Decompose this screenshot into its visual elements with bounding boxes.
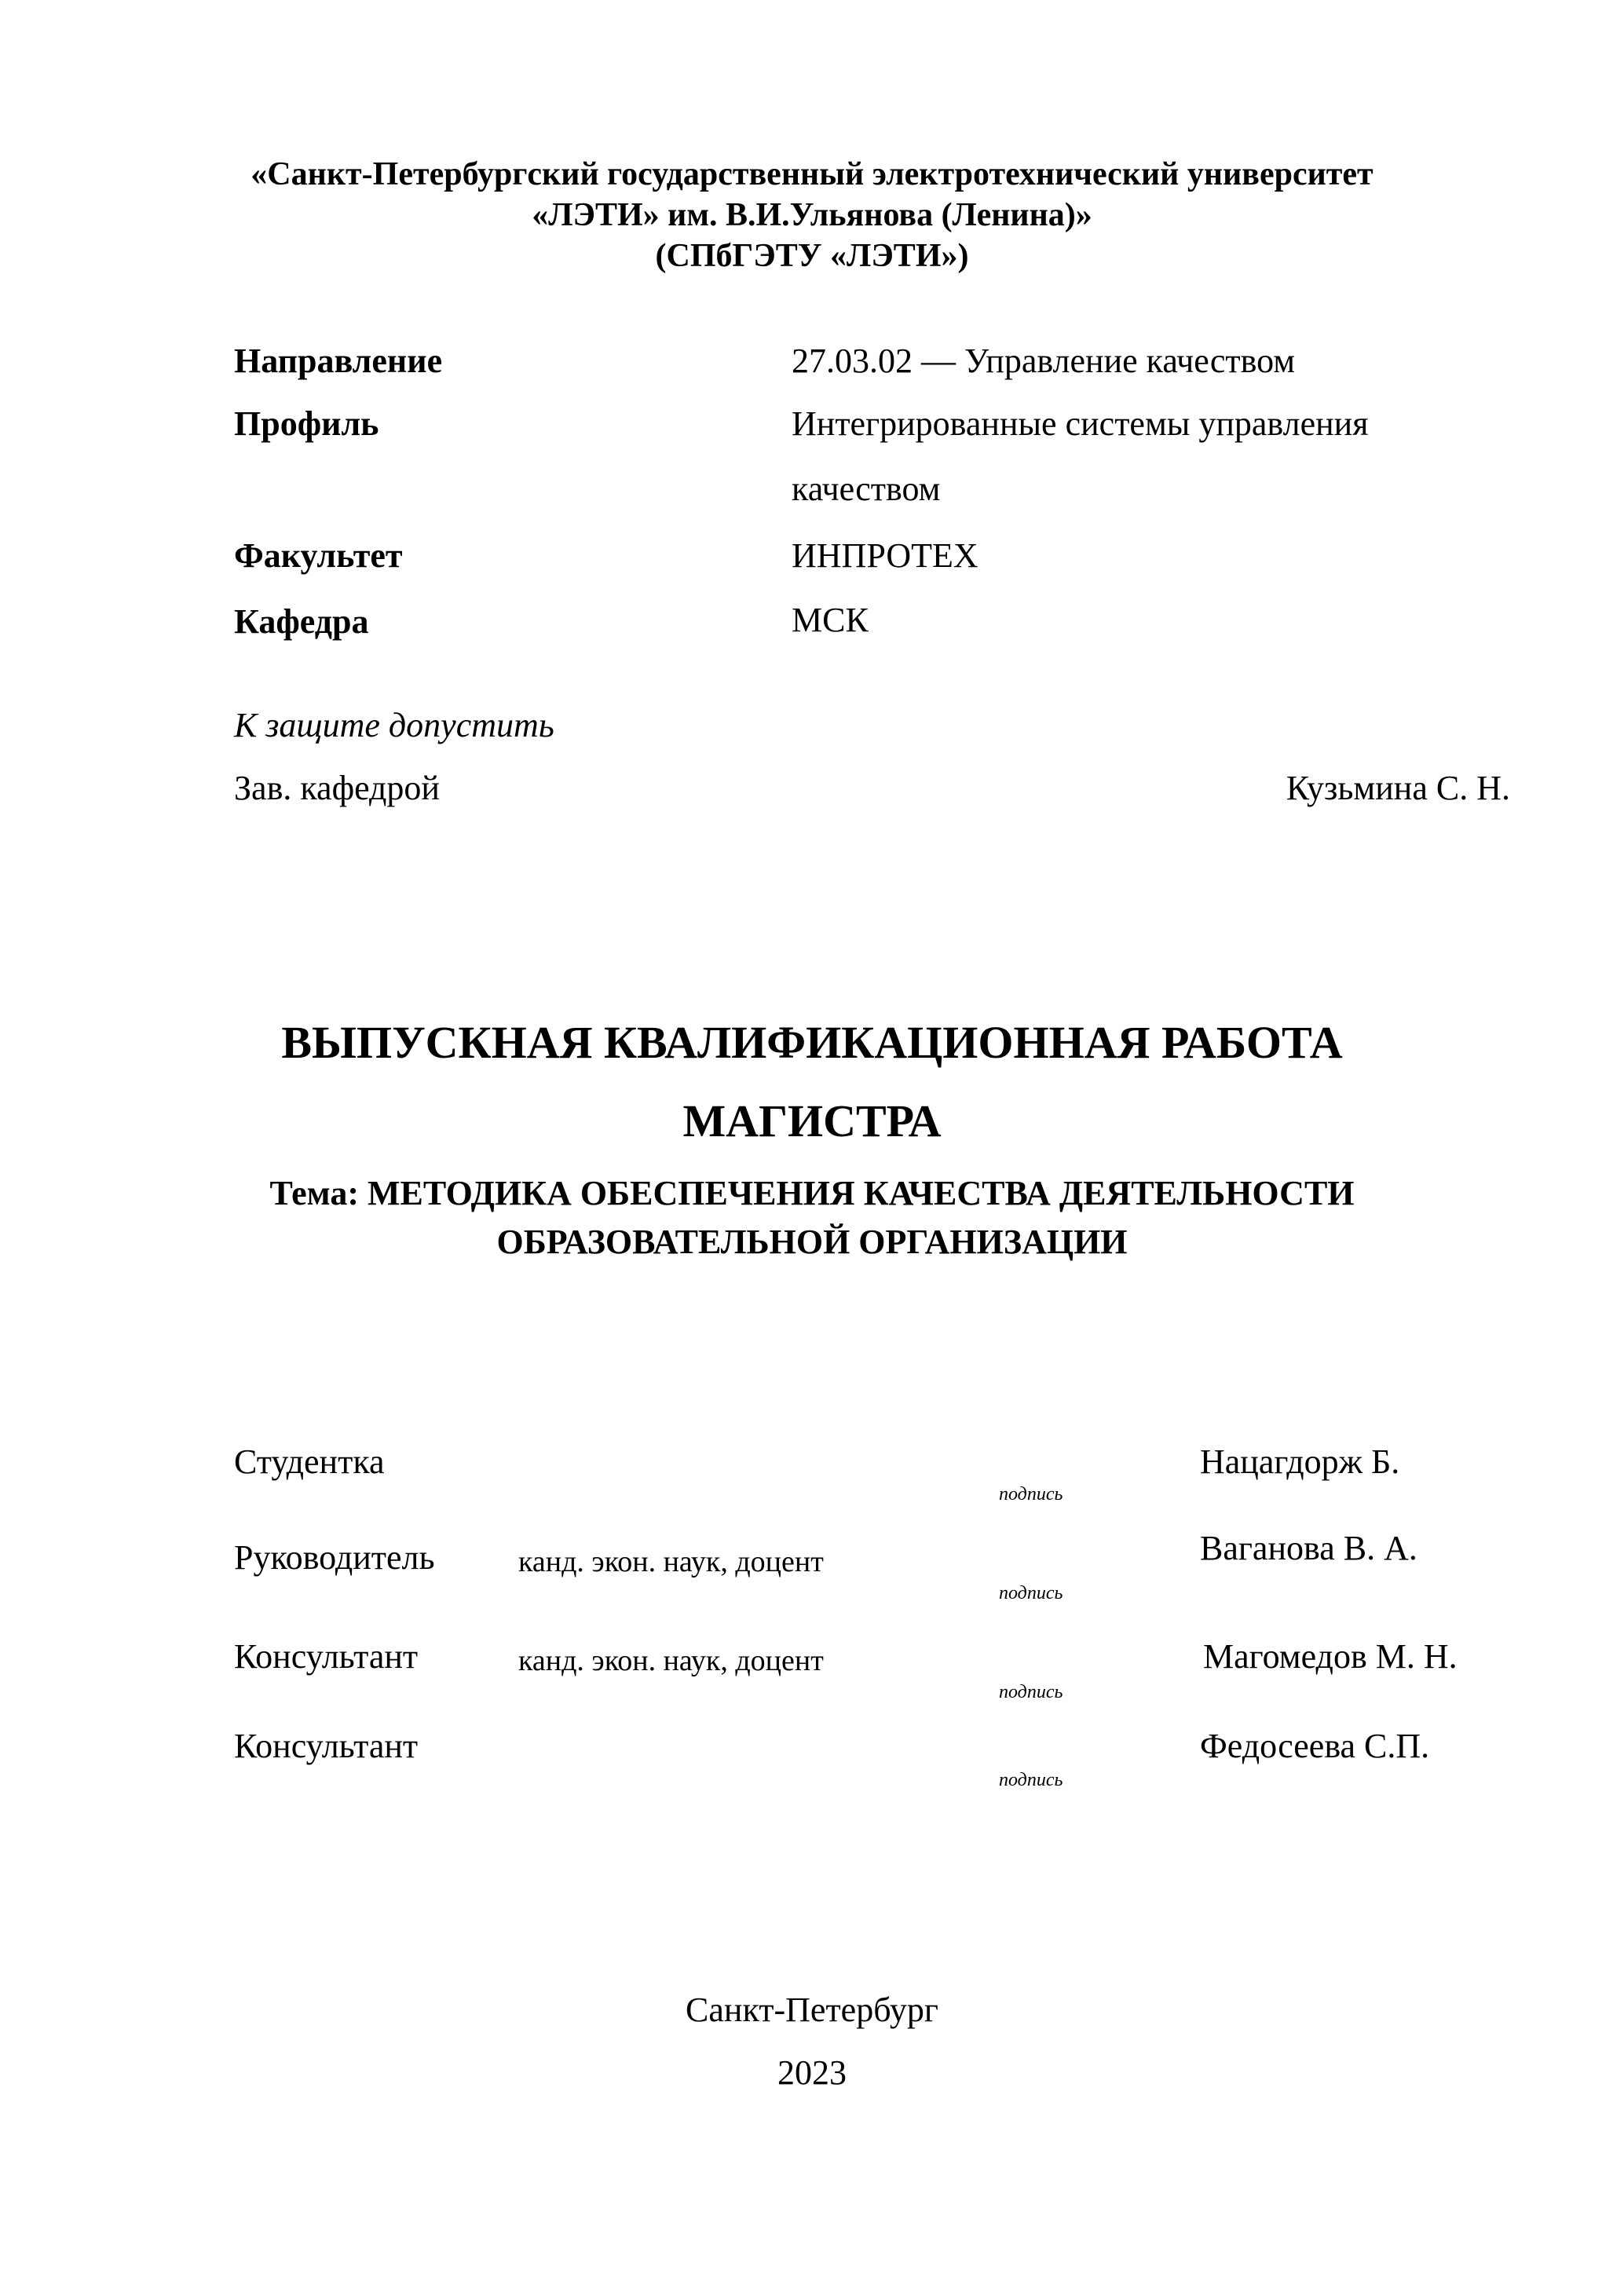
thesis-topic-line-2: ОБРАЗОВАТЕЛЬНОЙ ОРГАНИЗАЦИИ (496, 1223, 1128, 1261)
department-value: МСК (792, 601, 869, 639)
footer-city: Санкт-Петербург (686, 1991, 938, 2029)
signature-degree-consultant-1: канд. экон. наук, доцент (518, 1644, 824, 1677)
head-of-department-name: Кузьмина С. Н. (1286, 769, 1510, 807)
signature-name-consultant-1: Магомедов М. Н. (1203, 1637, 1458, 1676)
signature-role-consultant-2: Консультант (234, 1727, 419, 1765)
signature-caption: подпись (999, 1583, 1063, 1603)
thesis-title-line-2: МАГИСТРА (682, 1095, 942, 1146)
signature-degree-supervisor: канд. экон. наук, доцент (518, 1545, 824, 1578)
thesis-topic-line-1: Тема: МЕТОДИКА ОБЕСПЕЧЕНИЯ КАЧЕСТВА ДЕЯТЕЛЬНОСТИ (269, 1174, 1355, 1212)
signature-caption: подпись (999, 1770, 1063, 1790)
direction-value: 27.03.02 — Управление качеством (792, 342, 1296, 380)
signature-name-consultant-2: Федосеева С.П. (1200, 1727, 1430, 1765)
profile-value-continuation: качеством (792, 470, 941, 508)
profile-value: Интегрированные системы управления (792, 404, 1369, 443)
signature-caption: подпись (999, 1682, 1063, 1702)
footer-year: 2023 (777, 2053, 847, 2092)
profile-label: Профиль (234, 404, 379, 443)
university-abbreviation: (СПбГЭТУ «ЛЭТИ») (655, 238, 969, 274)
university-name-line-2: «ЛЭТИ» им. В.И.Ульянова (Ленина)» (532, 197, 1092, 233)
faculty-label: Факультет (234, 536, 403, 575)
thesis-title-line-1: ВЫПУСКНАЯ КВАЛИФИКАЦИОННАЯ РАБОТА (281, 1017, 1343, 1068)
university-name-line-1: «Санкт-Петербургский государственный электротехнический университет (251, 156, 1373, 192)
signature-caption: подпись (999, 1484, 1063, 1504)
department-label: Кафедра (234, 602, 369, 641)
signature-role-supervisor: Руководитель (234, 1538, 435, 1577)
head-of-department-label: Зав. кафедрой (234, 769, 440, 807)
faculty-value: ИНПРОТЕХ (792, 536, 978, 575)
signature-role-consultant-1: Консультант (234, 1637, 419, 1676)
signature-name-supervisor: Ваганова В. А. (1200, 1529, 1417, 1567)
signature-name-student: Нацагдорж Б. (1200, 1442, 1400, 1481)
signature-role-student: Студентка (234, 1442, 385, 1481)
approval-note: К защите допустить (234, 706, 554, 744)
direction-label: Направление (234, 342, 443, 380)
